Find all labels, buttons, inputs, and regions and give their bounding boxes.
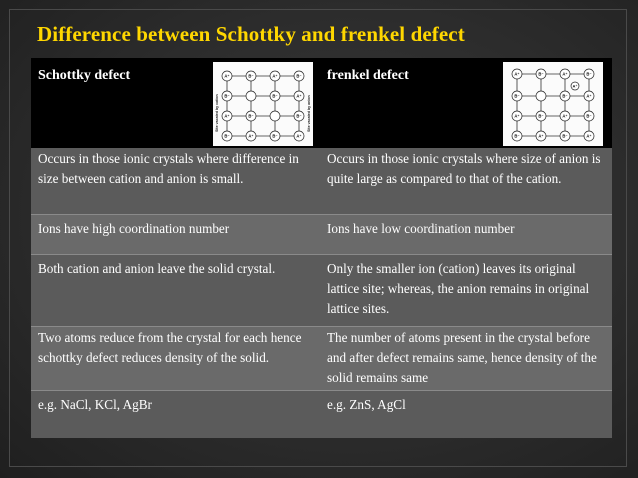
lattice-ion-label: A⁺ (562, 71, 568, 77)
lattice-ion-label: A⁺ (224, 113, 230, 119)
frenkel-interstitial-label: A⁺ (572, 83, 578, 89)
lattice-ion-label: B⁻ (296, 73, 302, 79)
lattice-ion-label: B⁻ (296, 113, 302, 119)
lattice-ion-label: A⁺ (272, 73, 278, 79)
lattice-ion-label: B⁻ (224, 133, 230, 139)
lattice-ion-label: A⁺ (562, 113, 568, 119)
vacancy-site (270, 111, 280, 121)
schottky-lattice-nodes (222, 71, 304, 141)
row5-frenkel: e.g. ZnS, AgCl (320, 390, 612, 438)
lattice-ion-label: A⁺ (586, 133, 592, 139)
row5-schottky: e.g. NaCl, KCl, AgBr (31, 390, 320, 438)
row2-frenkel: Ions have low coordination number (320, 214, 612, 254)
row4-schottky: Two atoms reduce from the crystal for each hence schottky defect reduces density of the solid. (31, 326, 320, 390)
lattice-ion-label: B⁻ (248, 73, 254, 79)
lattice-ion-label: A⁺ (586, 93, 592, 99)
lattice-ion-label: B⁻ (514, 93, 520, 99)
lattice-ion-label: B⁻ (586, 71, 592, 77)
lattice-ion-label: A⁺ (514, 113, 520, 119)
slide-title: Difference between Schottky and frenkel defect (37, 22, 465, 46)
row1-schottky: Occurs in those ionic crystals where difference in size between cation and anion is small. (31, 148, 320, 214)
lattice-ion-label: B⁻ (538, 113, 544, 119)
row3-schottky: Both cation and anion leave the solid crystal. (31, 254, 320, 326)
header-cell-schottky (31, 58, 320, 148)
table-header-row (31, 58, 612, 148)
lattice-ion-label: A⁺ (224, 73, 230, 79)
lattice-ion-label: A⁺ (296, 133, 302, 139)
frenkel-defect-diagram (503, 62, 603, 146)
schottky-defect-diagram (213, 62, 313, 146)
frenkel-lattice-nodes (512, 69, 594, 141)
table-row (31, 148, 612, 214)
vacancy-site (536, 91, 546, 101)
lattice-ion-label: B⁻ (514, 133, 520, 139)
row1-frenkel: Occurs in those ionic crystals where size of anion is quite large as compared to that of the cation. (320, 148, 612, 214)
schottky-annotation-anion: Site vacated by anion (307, 95, 311, 132)
comparison-table (31, 58, 612, 438)
header-frenkel-label: frenkel defect (327, 68, 409, 83)
table-row (31, 326, 612, 390)
lattice-ion-label: B⁻ (272, 133, 278, 139)
lattice-ion-label: A⁺ (514, 71, 520, 77)
lattice-ion-label: B⁻ (272, 93, 278, 99)
table-row (31, 390, 612, 438)
header-cell-frenkel (320, 58, 612, 148)
lattice-ion-label: B⁻ (586, 113, 592, 119)
table-row (31, 214, 612, 254)
lattice-ion-label: B⁻ (562, 133, 568, 139)
lattice-ion-label: B⁻ (248, 113, 254, 119)
vacancy-site (246, 91, 256, 101)
row2-schottky: Ions have high coordination number (31, 214, 320, 254)
lattice-ion-label: A⁺ (248, 133, 254, 139)
lattice-ion-label: A⁺ (538, 133, 544, 139)
table-row (31, 254, 612, 326)
lattice-ion-label: B⁻ (538, 71, 544, 77)
lattice-ion-label: B⁻ (562, 93, 568, 99)
row3-frenkel: Only the smaller ion (cation) leaves its original lattice site; whereas, the anion remains in original lattice sites. (320, 254, 612, 326)
header-schottky-label: Schottky defect (38, 68, 131, 83)
schottky-annotation-cation: Site vacated by cation (215, 94, 219, 132)
row4-frenkel: The number of atoms present in the crystal before and after defect remains same, hence density of the solid remains same (320, 326, 612, 390)
lattice-ion-label: B⁻ (224, 93, 230, 99)
lattice-ion-label: A⁺ (296, 93, 302, 99)
